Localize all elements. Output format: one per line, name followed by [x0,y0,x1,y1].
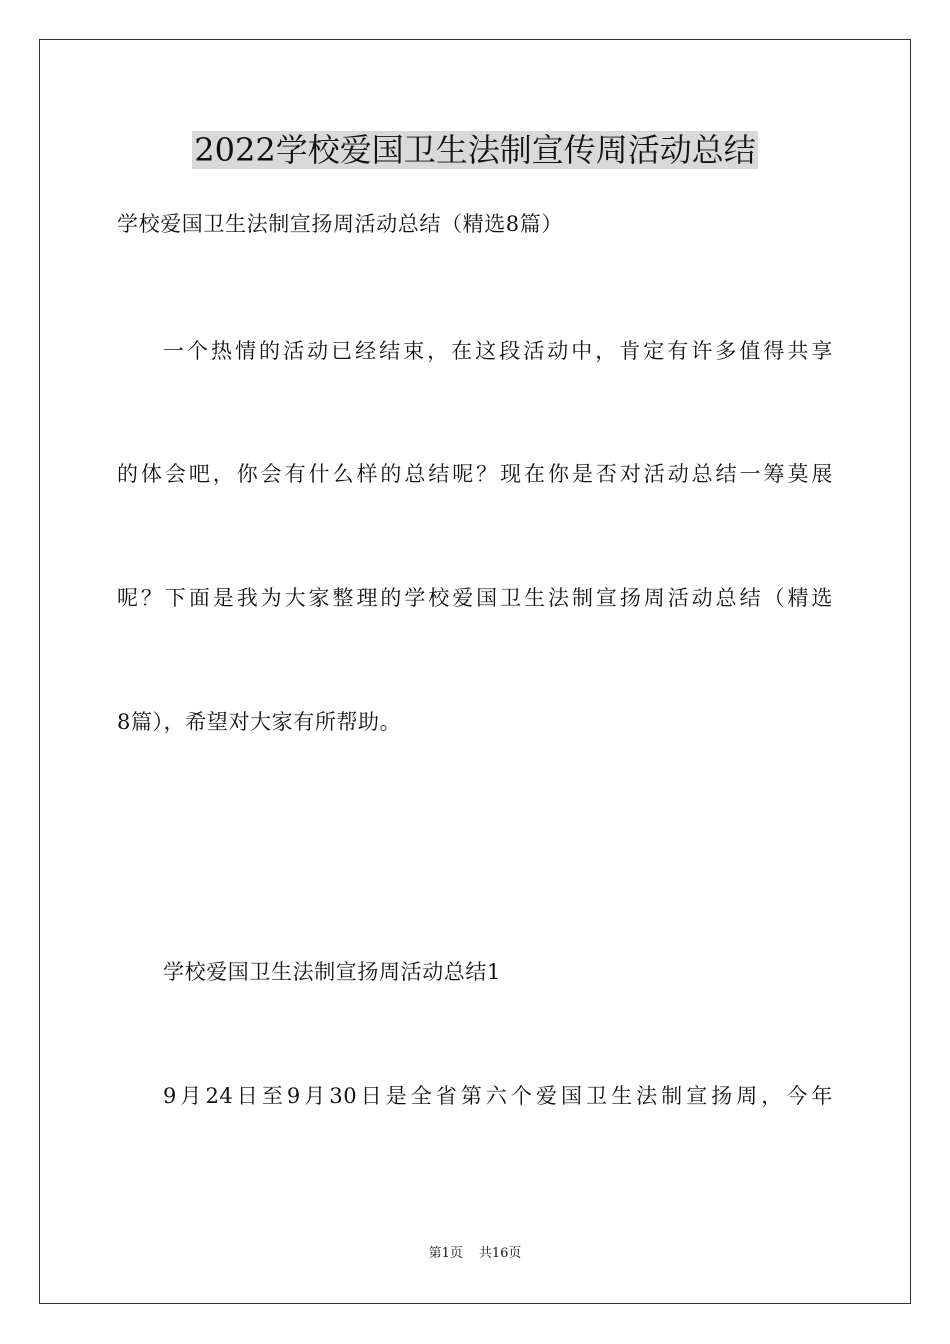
section-heading: 学校爱国卫生法制宣扬周活动总结1 [163,960,501,984]
footer-page-current: 第1页 [428,1246,463,1261]
intro-line-4: 8篇），希望对大家有所帮助。 [117,710,402,734]
intro-line-3: 呢？下面是我为大家整理的学校爱国卫生法制宣扬周活动总结（精选 [117,586,833,610]
document-title-text: 2022学校爱国卫生法制宣传周活动总结 [194,131,756,169]
document-title [0,128,950,172]
document-subtitle: 学校爱国卫生法制宣扬周活动总结（精选8篇） [117,212,563,236]
section-line-1: 9月24日至9月30日是全省第六个爱国卫生法制宣扬周，今年 [163,1084,833,1108]
intro-line-1: 一个热情的活动已经结束，在这段活动中，肯定有许多值得共享 [163,339,833,363]
footer-page-total: 共16页 [478,1246,522,1261]
intro-line-2: 的体会吧，你会有什么样的总结呢？现在你是否对活动总结一筹莫展 [117,462,833,486]
page-footer [0,1245,950,1263]
